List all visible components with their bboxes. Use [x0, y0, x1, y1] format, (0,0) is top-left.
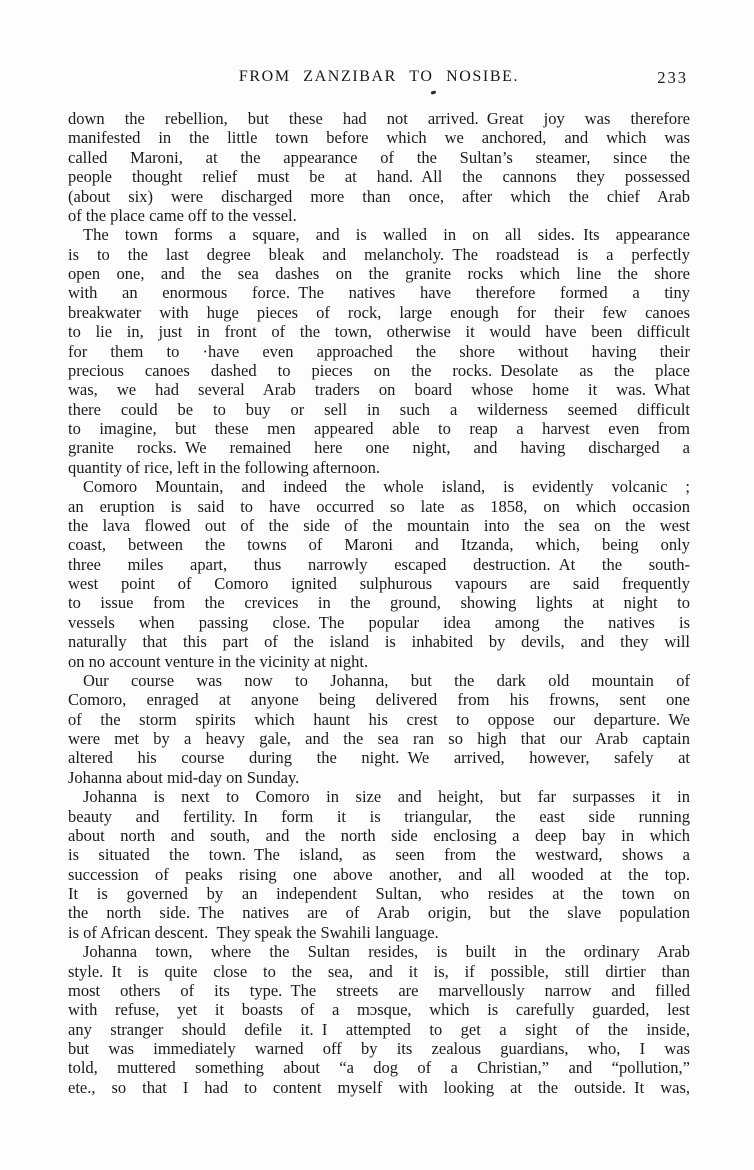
text-line: to issue from the crevices in the ground, showing lights at night to: [68, 593, 690, 613]
text-line: coast, between the towns of Maroni and Itzanda, which, being only: [68, 535, 690, 555]
text-line: an eruption is said to have occurred so late as 1858, on which occasion: [68, 496, 690, 516]
text-line: Comoro, enraged at anyone being delivered from his frowns, sent one: [68, 690, 690, 710]
text-line: to lie in, just in front of the town, otherwise it would have been difficult: [68, 322, 690, 342]
paragraph: [68, 787, 690, 942]
text-line: ete., so that I had to content myself with looking at the outside. It was,: [68, 1077, 690, 1097]
text-line: with refuse, yet it boasts of a mɔsque, which is carefully guarded, lest: [68, 1000, 690, 1020]
text-line: people thought relief must be at hand. All the cannons they possessed: [68, 167, 690, 187]
text-line: It is governed by an independent Sultan, who resides at the town on: [68, 884, 690, 903]
text-line: with an enormous force. The natives have therefore formed a tiny: [68, 283, 690, 303]
text-line: beauty and fertility. In form it is triangular, the east side running: [68, 806, 690, 826]
text-line: three miles apart, thus narrowly escaped destruction. At the south-: [68, 554, 690, 574]
text-line: Our course was now to Johanna, but the dark old mountain of: [83, 670, 690, 690]
text-line: open one, and the sea dashes on the granite rocks which line the shore: [68, 264, 690, 283]
text-line: but was immediately warned off by its zealous guardians, who, I was: [68, 1039, 690, 1058]
text-line: altered his course during the night. We arrived, however, safely at: [68, 748, 690, 768]
text-line: (about six) were discharged more than once, after which the chief Arab: [68, 186, 690, 206]
paragraph: [68, 942, 690, 1097]
text-line: succession of peaks rising one above another, and all wooded at the top.: [68, 864, 690, 884]
text-line: were met by a heavy gale, and the sea ran so high that our Arab captain: [68, 729, 690, 748]
page-number: 233: [657, 68, 688, 87]
text-line: on no account venture in the vicinity at night.: [68, 651, 369, 671]
text-line: Johanna town, where the Sultan resides, is built in the ordinary Arab: [83, 942, 690, 962]
text-line: style. It is quite close to the sea, and it is, if possible, still dirtier than: [68, 961, 690, 981]
text-line: Comoro Mountain, and indeed the whole island, is evidently volcanic ;: [83, 477, 690, 497]
text-block: [68, 109, 690, 1097]
text-line: Johanna about mid-day on Sunday.: [68, 767, 300, 787]
scan-artifact-mark: [431, 90, 437, 94]
text-line: told, muttered something about “a dog of a Christian,” and “pollution,”: [68, 1058, 690, 1078]
text-line: to imagine, but these men appeared able to reap a harvest even from: [68, 419, 690, 438]
running-title: FROM ZANZIBAR TO NOSIBE.: [238, 68, 520, 85]
text-line: precious canoes dashed to pieces on the rocks. Desolate as the place: [68, 360, 690, 380]
text-line: for them to ·have even approached the shore without having their: [68, 341, 690, 361]
text-line: granite rocks. We remained here one night, and having discharged a: [68, 438, 690, 458]
text-line: Johanna is next to Comoro in size and height, but far surpasses it in: [83, 787, 690, 807]
text-line: the north side. The natives are of Arab origin, but the slave population: [68, 903, 690, 923]
text-line: called Maroni, at the appearance of the Sultan’s steamer, since the: [68, 147, 690, 167]
text-line: most others of its type. The streets are marvellously narrow and filled: [68, 980, 690, 1000]
text-line: is of African descent. They speak the Swahili language.: [68, 922, 439, 942]
text-line: of the storm spirits which haunt his crest to oppose our departure. We: [68, 709, 690, 729]
text-line: west point of Comoro ignited sulphurous vapours are said frequently: [68, 574, 690, 593]
text-line: manifested in the little town before which we anchored, and which was: [68, 128, 690, 148]
paragraph: [68, 109, 690, 225]
text-line: is to the last degree bleak and melancholy. The roadstead is a perfectly: [68, 244, 690, 264]
text-line: is situated the town. The island, as seen from the westward, shows a: [68, 845, 690, 865]
paragraph: [68, 477, 690, 671]
text-line: was, we had several Arab traders on board whose home it was. What: [68, 380, 690, 400]
text-line: about north and south, and the north side enclosing a deep bay in which: [68, 825, 690, 845]
text-line: of the place came off to the vessel.: [68, 205, 297, 225]
paragraph: [68, 671, 690, 787]
page-header: [68, 68, 690, 88]
text-line: there could be to buy or sell in such a wilderness seemed difficult: [68, 399, 690, 419]
text-line: The town forms a square, and is walled in on all sides. Its appearance: [83, 225, 690, 245]
paragraph: [68, 225, 690, 477]
text-line: naturally that this part of the island is inhabited by devils, and they will: [68, 632, 690, 652]
text-line: down the rebellion, but these had not arrived. Great joy was therefore: [68, 109, 690, 128]
text-line: the lava flowed out of the side of the mountain into the sea on the west: [68, 515, 690, 535]
text-line: vessels when passing close. The popular idea among the natives is: [68, 612, 690, 632]
text-line: any stranger should defile it. I attempted to get a sight of the inside,: [68, 1019, 690, 1039]
text-line: breakwater with huge pieces of rock, large enough for their few canoes: [68, 302, 690, 322]
text-line: quantity of rice, left in the following afternoon.: [68, 457, 381, 477]
